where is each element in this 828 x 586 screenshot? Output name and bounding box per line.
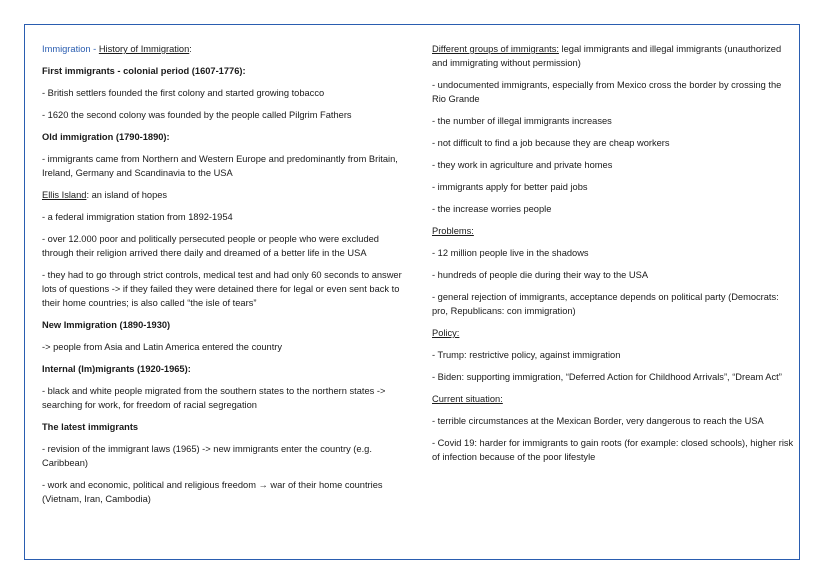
paragraph: - undocumented immigrants, especially from Mexico cross the border by crossing the Rio Grande — [432, 80, 782, 104]
paragraph — [42, 478, 402, 506]
section-title-problems: Problems: — [432, 226, 474, 236]
paragraph: - Trump: restrictive policy, against immigration — [432, 350, 621, 360]
paragraph: - immigrants came from Northern and Western Europe and predominantly from Britain, Ireland, Germany and Scandinavia to the USA — [42, 154, 398, 178]
section-title-first-immigrants: First immigrants - colonial period (1607-1776): — [42, 66, 246, 76]
paragraph: - they had to go through strict controls, medical test and had only 60 seconds to answer lots of questions -> if they failed they were detained there for legal or even sent back to their home countries; is also called “the isle of tears” — [42, 270, 402, 308]
paragraph-text: war of their home countries (Vietnam, Iran, Cambodia) — [42, 480, 383, 504]
groups-label: Different groups of immigrants: — [432, 44, 559, 54]
ellis-island-label: Ellis Island — [42, 190, 87, 200]
paragraph: - black and white people migrated from the southern states to the northern states -> searching for work, for freedom of racial segregation — [42, 386, 386, 410]
paragraph-text: - work and economic, political and religious freedom — [42, 480, 259, 490]
paragraph: - revision of the immigrant laws (1965) -> new immigrants enter the country (e.g. Caribbean) — [42, 444, 372, 468]
ellis-island-line — [42, 188, 402, 202]
section-title-latest-immigrants: The latest immigrants — [42, 422, 139, 432]
paragraph: - the number of illegal immigrants increases — [432, 116, 612, 126]
paragraph: - terrible circumstances at the Mexican Border, very dangerous to reach the USA — [432, 416, 764, 426]
right-arrow-icon: → — [258, 480, 268, 490]
paragraph: - they work in agriculture and private homes — [432, 160, 613, 170]
section-title-current-situation: Current situation: — [432, 394, 503, 404]
paragraph: - immigrants apply for better paid jobs — [432, 182, 588, 192]
paragraph: - not difficult to find a job because they are cheap workers — [432, 138, 670, 148]
right-column — [432, 42, 796, 472]
paragraph: - Covid 19: harder for immigrants to gain roots (for example: closed schools), higher risk of infection because of the poor lifestyle — [432, 438, 794, 462]
section-title-internal-migrants: Internal (Im)migrants (1920-1965): — [42, 364, 191, 374]
paragraph: - Biden: supporting immigration, “Deferred Action for Childhood Arrivals”, “Dream Act” — [432, 372, 782, 382]
heading-topic: Immigration — [42, 44, 91, 54]
document-heading — [42, 42, 402, 56]
left-column — [42, 42, 402, 514]
heading-colon: : — [189, 44, 192, 54]
heading-subtitle: History of Immigration — [98, 44, 190, 54]
paragraph: - over 12.000 poor and politically persecuted people or people who were excluded through their religion arrived there daily and dreamed of a better life in the USA — [42, 234, 379, 258]
paragraph: - British settlers founded the first colony and started growing tobacco — [42, 88, 325, 98]
section-title-policy: Policy: — [432, 328, 460, 338]
paragraph: - 12 million people live in the shadows — [432, 248, 589, 258]
section-title-new-immigration: New Immigration (1890-1930) — [42, 320, 171, 330]
paragraph: - the increase worries people — [432, 204, 552, 214]
paragraph: -> people from Asia and Latin America entered the country — [42, 342, 283, 352]
section-title-old-immigration: Old immigration (1790-1890): — [42, 132, 170, 142]
paragraph: - a federal immigration station from 1892-1954 — [42, 212, 233, 222]
groups-description: legal immigrants and illegal immigrants (unauthorized and immigrating without permission) — [432, 44, 782, 68]
paragraph: - general rejection of immigrants, acceptance depends on political party (Democrats: pro, Republicans: con immigration) — [432, 292, 779, 316]
groups-line — [432, 42, 796, 70]
paragraph: - 1620 the second colony was founded by the people called Pilgrim Fathers — [42, 110, 352, 120]
heading-separator: - — [90, 44, 99, 54]
paragraph: - hundreds of people die during their way to the USA — [432, 270, 649, 280]
ellis-island-description: : an island of hopes — [86, 190, 168, 200]
